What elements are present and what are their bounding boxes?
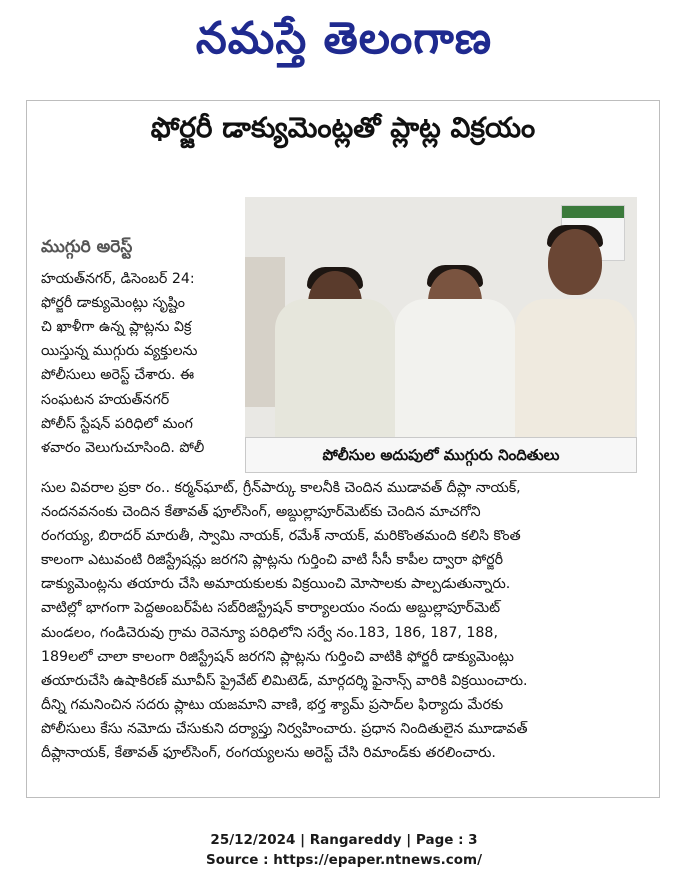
footer-date-page: 25/12/2024 | Rangareddy | Page : 3	[210, 832, 478, 848]
text-line: హయత్‌నగర్, డిసెంబర్ 24:	[41, 271, 195, 288]
text-line: రంగయ్య, బిరాదర్ మారుతీ, స్వామి నాయక్, రమేశ్ నాయక్, మరికొంతమంది కలిసి కొంత	[41, 528, 521, 545]
text-line: పోలీస్ స్టేషన్ పరిధిలో మంగ	[41, 415, 193, 432]
article-photo	[245, 197, 637, 437]
footer-source-link[interactable]: Source : https://epaper.ntnews.com/	[205, 852, 483, 868]
text-line: తయారుచేసి ఉషాకిరణ్ మూవీస్ ప్రైవేట్ లిమిటెడ్, మార్గదర్శి ఫైనాన్స్ వారికి విక్రయించారు.	[41, 672, 528, 689]
article-clipping	[26, 100, 660, 798]
person-right	[515, 217, 635, 437]
masthead-title: నమస్తే తెలంగాణ	[195, 13, 493, 64]
person-left	[275, 237, 395, 437]
text-line: చి ఖాళీగా ఉన్న ప్లాట్లను విక్ర	[41, 319, 192, 336]
text-line: వాటిల్లో భాగంగా పెద్దఅంబర్‌పేట సబ్‌రిజిస్ట్రేషన్ కార్యాలయం నందు అబ్దుల్లాపూర్‌మెట్	[41, 600, 501, 617]
text-line: మండలం, గండిచెరువు గ్రామ రెవెన్యూ పరిధిలోని సర్వే నం.183, 186, 187, 188,	[41, 624, 498, 641]
text-line: యిస్తున్న ముగ్గురు వ్యక్తులను	[41, 343, 198, 360]
text-line: దీప్లానాయక్, కేతావత్ ఫూల్‌సింగ్, రంగయ్యలను అరెస్ట్ చేసి రిమాండ్‌కు తరలించారు.	[41, 745, 496, 762]
person-center	[395, 237, 515, 437]
page-footer	[0, 830, 688, 870]
text-line: ఫోర్జరీ డాక్యుమెంట్లు సృష్టిం	[41, 295, 185, 312]
text-line: డాక్యుమెంట్లను తయారు చేసి అమాయకులకు విక్రయించి మోసాలకు పాల్పడుతున్నారు.	[41, 576, 511, 593]
text-line: సుల వివరాల ప్రకా రం.. కర్మన్‌ఘాట్, గ్రీన్‌పార్కు కాలనీకి చెందిన ముడావత్ దీప్లా నాయక్,	[41, 480, 521, 496]
text-line: పోలీసులు అరెస్ట్ చేశారు. ఈ	[41, 367, 195, 384]
text-line: కాలంగా ఎటువంటి రిజిస్ట్రేషన్లు జరగని ప్లాట్లను గుర్తించి వాటి సీసీ కాపీల ద్వారా ఫోర్జరీ	[41, 552, 504, 569]
text-line: నందనవనంకు చెందిన కేతావత్ ఫూల్‌సింగ్, అబ్దుల్లాపూర్‌మెట్‌కు చెందిన మాచగోని	[41, 504, 481, 521]
subhead: ముగ్గురి అరెస్ట్	[41, 237, 133, 257]
article-body	[41, 476, 647, 765]
text-line: ళవారం వెలుగుచూసింది. పోలీ	[41, 439, 205, 456]
photo-caption: పోలీసుల అదుపులో ముగ్గురు నిందితులు	[245, 437, 637, 473]
text-line: దీన్ని గమనించిన సదరు ప్లాటు యజమాని వాణి, భర్త శ్యామ్ ప్రసాద్‌ల ఫిర్యాదు మేరకు	[41, 696, 504, 713]
text-line: పోలీసులు కేసు నమోదు చేసుకుని దర్యాప్తు నిర్వహించారు. ప్రధాన నిందితులైన మూడావత్	[41, 720, 528, 737]
article-headline: ఫోర్జరీ డాక్యుమెంట్లతో ప్లాట్ల విక్రయం	[150, 111, 536, 144]
text-line: 189లలో చాలా కాలంగా రిజిస్ట్రేషన్ జరగని ప్లాట్లను గుర్తించి వాటికి ఫోర్జరీ డాక్యుమెంట్లు	[41, 648, 514, 665]
text-line: సంఘటన హయత్‌నగర్	[41, 391, 170, 408]
article-left-column	[41, 235, 237, 460]
